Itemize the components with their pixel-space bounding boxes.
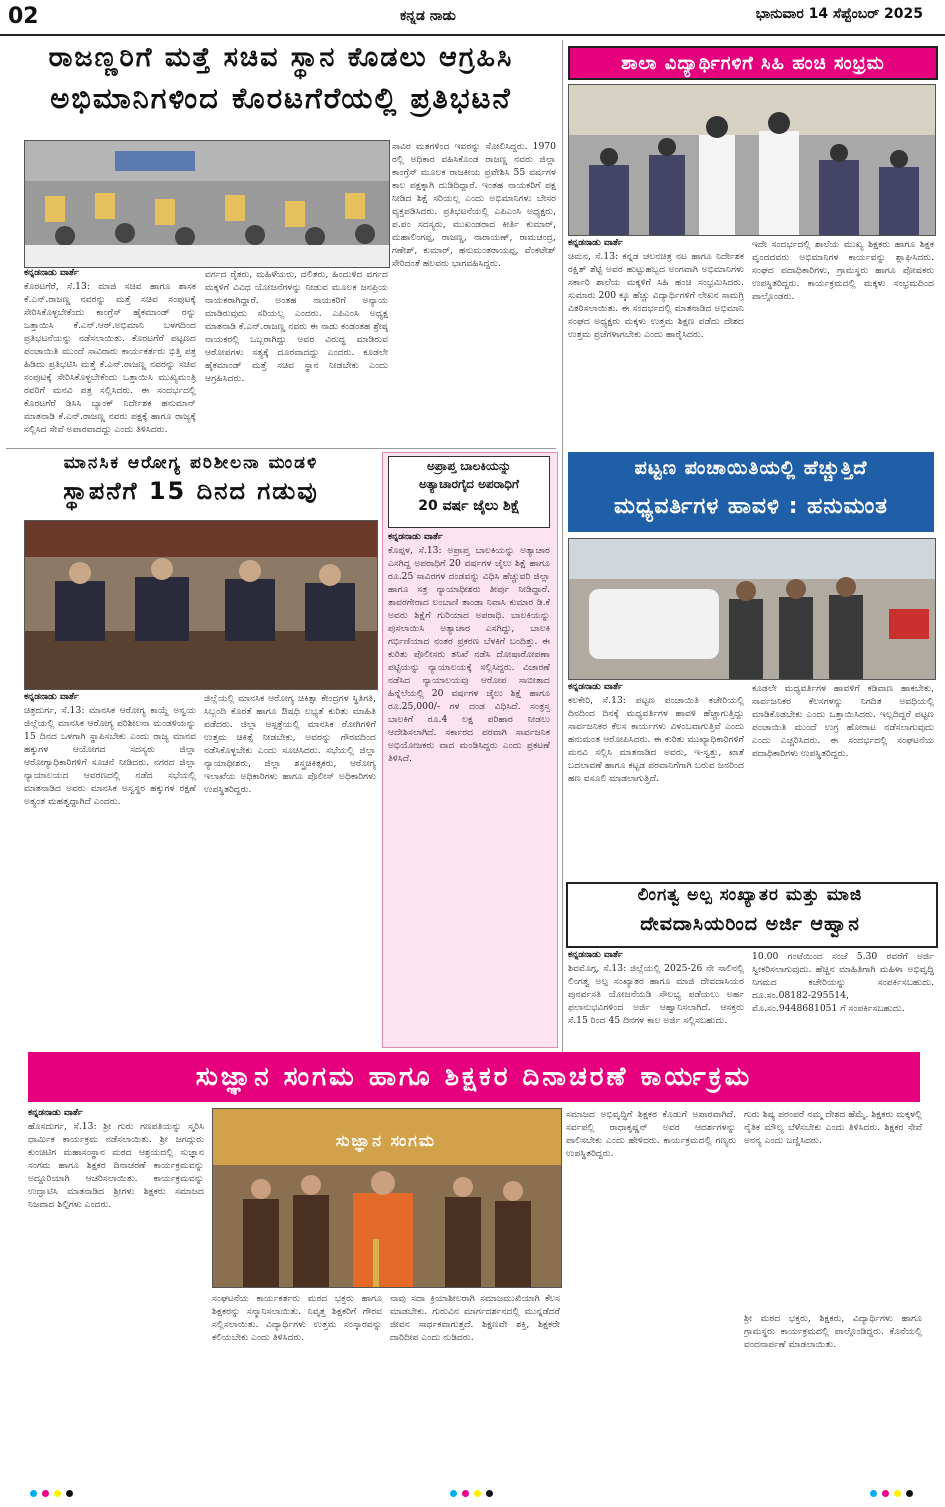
story4-headline-line1: ಅಪ್ರಾಪ್ತ ಬಾಲಕಿಯನ್ನು xyxy=(426,459,512,473)
column-divider xyxy=(562,40,563,1100)
story7-text-c: ನಾವು ಸದಾ ಕ್ರಿಯಾಶೀಲರಾಗಿ ಸಮಾಜಮುಖಿಯಾಗಿ ಕೆಲಸ ಮಾಡಬೇಕು. ಗುರುವಿನ ಮಾರ್ಗದರ್ಶನದಲ್ಲಿ ಮುನ್ನಡೆದರೆ ಜೀವನ ಸಾರ್ಥಕವಾಗುತ್ತದೆ. ಶಿಕ್ಷಣವೇ ಶಕ್ತಿ, ಶಿಕ್ಷಕರೇ ದಾರಿದೀಪ ಎಂದು ನುಡಿದರು. xyxy=(390,1293,560,1343)
story2-photo xyxy=(568,84,936,236)
story5-headline-line1: ಪಟ್ಟಣ ಪಂಚಾಯಿತಿಯಲ್ಲಿ ಹೆಚ್ಚುತ್ತಿದೆ xyxy=(634,457,868,479)
story5-text-b: ಕೂಡಲೇ ಮಧ್ಯವರ್ತಿಗಳ ಹಾವಳಿಗೆ ಕಡಿವಾಣ ಹಾಕಬೇಕು, ಸಾರ್ವಜನಿಕರ ಕೆಲಸಗಳನ್ನು ನಿಗದಿತ ಅವಧಿಯಲ್ಲಿ ಮಾಡಿಕೊಡಬೇಕು ಎಂದು ಒತ್ತಾಯಿಸಿದರು. ಇಲ್ಲದಿದ್ದರೆ ಪಟ್ಟಣ ಪಂಚಾಯಿತಿ ಮುಂದೆ ಉಗ್ರ ಹೋರಾಟ ನಡೆಸಲಾಗುವುದು ಎಂದು ಎಚ್ಚರಿಸಿದರು. ಈ ಸಂದರ್ಭದಲ್ಲಿ ಸಂಘಟನೆಯ ಪದಾಧಿಕಾರಿಗಳು ಉಪಸ್ಥಿತರಿದ್ದರು. xyxy=(752,683,934,759)
story1-text-a: ಕೊರಟಗೆರೆ, ಸೆ.13: ಮಾಜಿ ಸಚಿವ ಹಾಗೂ ಶಾಸಕ ಕೆ.ಎನ್.ರಾಜಣ್ಣ ನವರನ್ನು ಮತ್ತೆ ಸಚಿವ ಸಂಪುಟಕ್ಕೆ ಸೇರಿಸಿಕೊಳ್ಳಬೇಕೆಂದು ಕಾಂಗ್ರೆಸ್ ಹೈಕಮಾಂಡ್ ರನ್ನು ಒತ್ತಾಯಿಸಿ ಕೆ.ಎನ್.ಆರ್.ಅಭಿಮಾನಿ ಬಳಗದಿಂದ ಪ್ರತಿಭಟನೆಯನ್ನು ನಡೆಸಲಾಯಿತು. ಕೊರಟಗೆರೆ ಪಟ್ಟಣದ ಪಂಚಾಯಿತಿ ಮುಂದೆ ಸಾವಿರಾರು ಕಾರ್ಯಕರ್ತರು ಭಿತ್ತಿ ಪತ್ರ ಹಿಡಿದು ಪ್ರತಿಭಟಿಸಿ ಮತ್ತೆ ಕೆ.ಎನ್.ರಾಜಣ್ಣ ನವರನ್ನು ಸಚಿವ ಸಂಪುಟಕ್ಕೆ ಸೇರಿಸಿಕೊಳ್ಳಬೇಕೆಂದು ಒತ್ತಾಯಿಸಿ ಮುಖ್ಯಮಂತ್ರಿ ರವರಿಗೆ ಮನವಿ ಪತ್ರ ಸಲ್ಲಿಸಿದರು. ಈ ಸಂದರ್ಭದಲ್ಲಿ ಕೊರಟಗೆರೆ ಡಿಸಿಸಿ ಬ್ಯಾಂಕ್ ನಿರ್ದೇಶಕ ಹನುಮಾನ್ ಮಾತನಾಡಿ ಕೆ.ಎನ್.ರಾಜಣ್ಣ ನವರು ಪಕ್ಷಕ್ಕೆ ಹಾಗೂ ರಾಜ್ಯಕ್ಕೆ ಸಲ್ಲಿಸಿದ ಸೇವೆ ಅಪಾರವಾದದ್ದು ಎಂದು ತಿಳಿಸಿದರು. xyxy=(24,281,196,435)
story6-text-a: ಶಿವಮೊಗ್ಗ, ಸೆ.13: ಜಿಲ್ಲೆಯಲ್ಲಿ 2025-26 ನೇ ಸಾಲಿನಲ್ಲಿ ಲಿಂಗತ್ವ ಅಲ್ಪ ಸಂಖ್ಯಾತರ ಹಾಗೂ ಮಾಜಿ ದೇವದಾಸಿಯರ ಪುನರ್ವಸತಿ ಯೋಜನೆಯಡಿ ಸೌಲಭ್ಯ ಪಡೆಯಲು ಅರ್ಹ ಫಲಾನುಭವಿಗಳಿಂದ ಅರ್ಜಿ ಆಹ್ವಾನಿಸಲಾಗಿದೆ. ಆಸಕ್ತರು ಸೆ.15 ರಿಂದ 45 ದಿನಗಳ ಕಾಲ ಅರ್ಜಿ ಸಲ್ಲಿಸಬಹುದು. xyxy=(568,963,744,1026)
story7-credit: ಕನ್ನಡನಾಡು ವಾರ್ತೆ xyxy=(28,1108,83,1118)
story3-text-a: ಚಿತ್ರದುರ್ಗ, ಸೆ.13: ಮಾನಸಿಕ ಆರೋಗ್ಯ ಕಾಯ್ದೆ ಅನ್ವಯ ಜಿಲ್ಲೆಯಲ್ಲಿ ಮಾನಸಿಕ ಆರೋಗ್ಯ ಪರಿಶೀಲನಾ ಮಂಡಳಿಯನ್ನು 15 ದಿನದ ಒಳಗಾಗಿ ಸ್ಥಾಪಿಸಬೇಕು ಎಂದು ರಾಜ್ಯ ಮಾನವ ಹಕ್ಕುಗಳ ಆಯೋಗದ ಸದಸ್ಯರು ಜಿಲ್ಲಾ ಆರೋಗ್ಯಾಧಿಕಾರಿಗಳಿಗೆ ಸೂಚನೆ ನೀಡಿದರು. ನಗರದ ಜಿಲ್ಲಾ ನ್ಯಾಯಾಲಯದ ಆವರಣದಲ್ಲಿ ನಡೆದ ಸಭೆಯಲ್ಲಿ ಮಾತನಾಡಿದ ಅವರು ಮಾನಸಿಕ ಅಸ್ವಸ್ಥರ ಹಕ್ಕುಗಳ ರಕ್ಷಣೆ ಅತ್ಯಂತ ಮಹತ್ವದ್ದಾಗಿದೆ ಎಂದರು. xyxy=(24,705,196,807)
story1-text-b: ವರ್ಗದ ರೈತರು, ಮಹಿಳೆಯರು, ದಲಿತರು, ಹಿಂದುಳಿದ ವರ್ಗದ ಮಕ್ಕಳಿಗೆ ವಿವಿಧ ಯೋಜನೆಗಳನ್ನು ನೀಡುವ ಮೂಲಕ ಜನಪ್ರಿಯ ನಾಯಕರಾಗಿದ್ದಾರೆ. ಅಂತಹ ನಾಯಕರಿಗೆ ಅನ್ಯಾಯ ಮಾಡಿರುವುದು ಸರಿಯಲ್ಲ ಎಂದರು. ಎಪಿಎಂಸಿ ಅಧ್ಯಕ್ಷ ಮಾತನಾಡಿ ಕೆ.ಎನ್.ರಾಜಣ್ಣ ನವರು ಈ ನಾಡು ಕಂಡಂತಹ ಶ್ರೇಷ್ಠ ನಾಯಕರಲ್ಲಿ ಒಬ್ಬರಾಗಿದ್ದು ಅವರ ವಿರುದ್ಧ ಮಾಡಿರುವ ಆರೋಪಗಳು ಸತ್ಯಕ್ಕೆ ದೂರವಾದದ್ದು ಎಂದರು. ಕೂಡಲೇ ಹೈಕಮಾಂಡ್ ಮತ್ತೆ ಸಚಿವ ಸ್ಥಾನ ನೀಡಬೇಕು ಎಂದು ಆಗ್ರಹಿಸಿದರು. xyxy=(205,269,388,384)
story7-text-e: ಗುರು ಶಿಷ್ಯ ಪರಂಪರೆ ನಮ್ಮ ದೇಶದ ಹೆಮ್ಮೆ. ಶಿಕ್ಷಕರು ಮಕ್ಕಳಲ್ಲಿ ನೈತಿಕ ಮೌಲ್ಯ ಬೆಳೆಸಬೇಕು ಎಂದು ತಿಳಿಸಿದರು. ಶಿಕ್ಷಕರ ಸೇವೆ ಅನನ್ಯ ಎಂದು ಬಣ್ಣಿಸಿದರು. xyxy=(744,1109,922,1146)
story1-headline-line2: ಅಭಿಮಾನಿಗಳಿಂದ ಕೊರಟಗೆರೆಯಲ್ಲಿ ಪ್ರತಿಭಟನೆ xyxy=(50,81,512,115)
story6-text-b: 10.00 ಗಂಟೆಯಿಂದ ಸಂಜೆ 5.30 ರವರೆಗೆ ಅರ್ಜಿ ಸ್ವೀಕರಿಸಲಾಗುವುದು. ಹೆಚ್ಚಿನ ಮಾಹಿತಿಗಾಗಿ ಮಹಿಳಾ ಅಭಿವೃದ್ಧಿ ನಿಗಮದ ಕಚೇರಿಯನ್ನು ಸಂಪರ್ಕಿಸಬಹುದು. ದೂ.ಸಂ.08182-295514, ಮೊ.ಸಂ.9448681051 ಗೆ ಸಂಪರ್ಕಿಸಬಹುದು. xyxy=(752,951,934,1014)
meeting-image xyxy=(25,521,377,689)
story6-headline-line1: ಲಿಂಗತ್ವ ಅಲ್ಪ ಸಂಖ್ಯಾತರ ಮತ್ತು ಮಾಜಿ xyxy=(637,885,863,905)
story7-text-b: ಸಂಘಟನೆಯ ಕಾರ್ಯಕರ್ತರು ಮಠದ ಭಕ್ತರು ಹಾಗೂ ಶಿಕ್ಷಕರನ್ನು ಸನ್ಮಾನಿಸಲಾಯಿತು. ನಿವೃತ್ತ ಶಿಕ್ಷಕರಿಗೆ ಗೌರವ ಸಲ್ಲಿಸಲಾಯಿತು. ವಿದ್ಯಾರ್ಥಿಗಳು ಉತ್ತಮ ಸಂಸ್ಕಾರವನ್ನು ಕಲಿಯಬೇಕು ಎಂದು ತಿಳಿಸಿದರು. xyxy=(212,1293,382,1343)
story7-text-f: ಶ್ರೀ ಮಠದ ಭಕ್ತರು, ಶಿಕ್ಷಕರು, ವಿದ್ಯಾರ್ಥಿಗಳು ಹಾಗೂ ಗ್ರಾಮಸ್ಥರು ಕಾರ್ಯಕ್ರಮದಲ್ಲಿ ಪಾಲ್ಗೊಂಡಿದ್ದರು. ಕೊನೆಯಲ್ಲಿ ವಂದನಾರ್ಪಣೆ ಮಾಡಲಾಯಿತು. xyxy=(744,1313,922,1350)
story1-headline-line1: ರಾಜಣ್ಣರಿಗೆ ಮತ್ತೆ ಸಚಿವ ಸ್ಥಾನ ಕೊಡಲು ಆಗ್ರಹಿಸಿ xyxy=(48,42,514,73)
classroom-image xyxy=(569,85,935,235)
story2-credit: ಕನ್ನಡನಾಡು ವಾರ್ತೆ xyxy=(568,238,623,248)
story5-text-a: ಕಲಕೇರಿ, ಸೆ.13: ಪಟ್ಟಣ ಪಂಚಾಯಿತಿ ಕಚೇರಿಯಲ್ಲಿ ದಿನದಿಂದ ದಿನಕ್ಕೆ ಮಧ್ಯವರ್ತಿಗಳ ಹಾವಳಿ ಹೆಚ್ಚಾಗುತ್ತಿದ್ದು ಸಾರ್ವಜನಿಕರ ಕೆಲಸ ಕಾರ್ಯಗಳು ವಿಳಂಬವಾಗುತ್ತಿವೆ ಎಂದು ಹನುಮಂತ ಆರೋಪಿಸಿದರು. ಈ ಕುರಿತು ಮುಖ್ಯಾಧಿಕಾರಿಗಳಿಗೆ ಮನವಿ ಸಲ್ಲಿಸಿ ಮಾತನಾಡಿದ ಅವರು, ಇ-ಸ್ವತ್ತು, ಖಾತೆ ಬದಲಾವಣೆ ಹಾಗೂ ಕಟ್ಟಡ ಪರವಾನಿಗೆಗಾಗಿ ಬರುವ ಜನರಿಂದ ಹಣ ವಸೂಲಿ ಮಾಡಲಾಗುತ್ತಿದೆ. xyxy=(568,695,744,784)
story4-credit: ಕನ್ನಡನಾಡು ವಾರ್ತೆ xyxy=(388,532,443,542)
header-rule xyxy=(0,34,945,36)
story5-photo xyxy=(568,538,936,680)
issue-date: ಭಾನುವಾರ 14 ಸೆಪ್ಟೆಂಬರ್ 2025 xyxy=(755,6,923,22)
memorandum-image xyxy=(569,539,935,679)
registration-marks-center xyxy=(450,1490,493,1497)
protest-crowd-image xyxy=(25,141,389,267)
registration-marks-left xyxy=(30,1490,73,1497)
story6-headline-line2: ದೇವದಾಸಿಯರಿಂದ ಅರ್ಜಿ ಆಹ್ವಾನ xyxy=(640,913,860,935)
registration-marks-right xyxy=(870,1490,913,1497)
story2-headline: ಶಾಲಾ ವಿದ್ಯಾರ್ಥಿಗಳಿಗೆ ಸಿಹಿ ಹಂಚಿ ಸಂಭ್ರಮ xyxy=(568,46,938,80)
story7-photo-banner: ಸುಜ್ಞಾನ ಸಂಗಮ xyxy=(335,1131,437,1150)
story7-text-d: ಸಮಾಜದ ಅಭಿವೃದ್ಧಿಗೆ ಶಿಕ್ಷಕರ ಕೊಡುಗೆ ಅಪಾರವಾಗಿದೆ. ಸರ್ವಪಲ್ಲಿ ರಾಧಾಕೃಷ್ಣನ್ ಅವರ ಆದರ್ಶಗಳನ್ನು ಪಾಲಿಸಬೇಕು ಎಂದು ಹೇಳಿದರು. ಕಾರ್ಯಕ್ರಮದಲ್ಲಿ ಗಣ್ಯರು ಉಪಸ್ಥಿತರಿದ್ದರು. xyxy=(566,1109,736,1159)
story3-credit: ಕನ್ನಡನಾಡು ವಾರ್ತೆ xyxy=(24,692,79,702)
story4-headline-line3: 20 ವರ್ಷ ಜೈಲು ಶಿಕ್ಷೆ xyxy=(418,498,520,514)
story3-headline-line2: ಸ್ಥಾಪನೆಗೆ 15 ದಿನದ ಗಡುವು xyxy=(63,477,319,505)
story3-headline-line1: ಮಾನಸಿಕ ಆರೋಗ್ಯ ಪರಿಶೀಲನಾ ಮಂಡಳಿ xyxy=(63,453,319,473)
story1-photo xyxy=(24,140,390,268)
story3-text-b: ಜಿಲ್ಲೆಯಲ್ಲಿ ಮಾನಸಿಕ ಆರೋಗ್ಯ ಚಿಕಿತ್ಸಾ ಕೇಂದ್ರಗಳ ಸ್ಥಿತಿಗತಿ, ಸಿಬ್ಬಂದಿ ಕೊರತೆ ಹಾಗೂ ಔಷಧಿ ಲಭ್ಯತೆ ಕುರಿತು ಮಾಹಿತಿ ಪಡೆದರು. ಜಿಲ್ಲಾ ಆಸ್ಪತ್ರೆಯಲ್ಲಿ ಮಾನಸಿಕ ರೋಗಿಗಳಿಗೆ ಉತ್ತಮ ಚಿಕಿತ್ಸೆ ನೀಡಬೇಕು, ಅವರನ್ನು ಗೌರವದಿಂದ ನಡೆಸಿಕೊಳ್ಳಬೇಕು ಎಂದು ಸೂಚಿಸಿದರು. ಸಭೆಯಲ್ಲಿ ಜಿಲ್ಲಾ ನ್ಯಾಯಾಧೀಶರು, ಜಿಲ್ಲಾ ಶಸ್ತ್ರಚಿಕಿತ್ಸಕರು, ಆರೋಗ್ಯ ಇಲಾಖೆಯ ಅಧಿಕಾರಿಗಳು ಹಾಗೂ ಪೊಲೀಸ್ ಅಧಿಕಾರಿಗಳು ಉಪಸ್ಥಿತರಿದ್ದರು. xyxy=(204,693,376,795)
story4-text: ಕೊಪ್ಪಳ, ಸೆ.13: ಅಪ್ರಾಪ್ತ ಬಾಲಕಿಯನ್ನು ಅತ್ಯಾಚಾರ ಎಸಗಿದ್ದ ಅಪರಾಧಿಗೆ 20 ವರ್ಷಗಳ ಜೈಲು ಶಿಕ್ಷೆ ಹಾಗೂ ರೂ.25 ಸಾವಿರಗಳ ದಂಡವನ್ನು ವಿಧಿಸಿ ಹೆಚ್ಚುವರಿ ಜಿಲ್ಲಾ ಹಾಗೂ ಸತ್ರ ನ್ಯಾಯಾಧೀಶರು ತೀರ್ಪು ನೀಡಿದ್ದಾರೆ. ತಾವರಗೇರಾದ ಲಂಬಾಣಿ ತಾಂಡಾ ನಿವಾಸಿ ಕುಮಾರ ಡಿ.ಕೆ ಅವರು ಶಿಕ್ಷೆಗೆ ಗುರಿಯಾದ ಅಪರಾಧಿ. ಬಾಲಕಿಯನ್ನು ಪುಸಲಾಯಿಸಿ ಅತ್ಯಾಚಾರ ಎಸಗಿದ್ದು, ಬಾಲಕಿ ಗರ್ಭಿಣಿಯಾದ ನಂತರ ಪ್ರಕರಣ ಬೆಳಕಿಗೆ ಬಂದಿತ್ತು. ಈ ಕುರಿತು ಪೊಲೀಸರು ತನಿಖೆ ನಡೆಸಿ ದೋಷಾರೋಪಣಾ ಪಟ್ಟಿಯನ್ನು ನ್ಯಾಯಾಲಯಕ್ಕೆ ಸಲ್ಲಿಸಿದ್ದರು. ವಿಚಾರಣೆ ನಡೆಸಿದ ನ್ಯಾಯಾಲಯವು ಆರೋಪ ಸಾಬೀತಾದ ಹಿನ್ನೆಲೆಯಲ್ಲಿ 20 ವರ್ಷಗಳ ಜೈಲು ಶಿಕ್ಷೆ ಹಾಗೂ ರೂ.25,000/- ಗಳ ದಂಡ ವಿಧಿಸಿದೆ. ಸಂತ್ರಸ್ತ ಬಾಲಕಿಗೆ ರೂ.4 ಲಕ್ಷ ಪರಿಹಾರ ನೀಡಲು ಆದೇಶಿಸಲಾಗಿದೆ. ಸರ್ಕಾರದ ಪರವಾಗಿ ಸಾರ್ವಜನಿಕ ಅಭಿಯೋಜಕರು ವಾದ ಮಂಡಿಸಿದ್ದರು ಎಂದು ಪ್ರಕಟಣೆ ತಿಳಿಸಿದೆ. xyxy=(388,545,550,764)
story5-credit: ಕನ್ನಡನಾಡು ವಾರ್ತೆ xyxy=(568,682,623,692)
story6-credit: ಕನ್ನಡನಾಡು ವಾರ್ತೆ xyxy=(568,950,623,960)
masthead: ಕನ್ನಡ ನಾಡು xyxy=(400,8,456,24)
section-divider xyxy=(6,448,556,449)
page-number: 02 xyxy=(8,4,39,29)
story2-text-a: ಚಿಮನ, ಸೆ.13: ಕನ್ನಡ ಚಲನಚಿತ್ರ ನಟ ಹಾಗೂ ನಿರ್ದೇಶಕ ರಕ್ಷಿತ್ ಶೆಟ್ಟಿ ಅವರ ಹುಟ್ಟುಹಬ್ಬದ ಅಂಗವಾಗಿ ಅಭಿಮಾನಿಗಳು ಸರ್ಕಾರಿ ಶಾಲೆಯ ಮಕ್ಕಳಿಗೆ ಸಿಹಿ ಹಂಚಿ ಸಂಭ್ರಮಿಸಿದರು. ಸುಮಾರು 200 ಕ್ಕೂ ಹೆಚ್ಚು ವಿದ್ಯಾರ್ಥಿಗಳಿಗೆ ಲೇಖನ ಸಾಮಗ್ರಿ ವಿತರಿಸಲಾಯಿತು. ಈ ಸಂದರ್ಭದಲ್ಲಿ ಮಾತನಾಡಿದ ಅಭಿಮಾನಿ ಸಂಘದ ಅಧ್ಯಕ್ಷರು ಮಕ್ಕಳು ಉತ್ತಮ ಶಿಕ್ಷಣ ಪಡೆದು ದೇಶದ ಉತ್ತಮ ಪ್ರಜೆಗಳಾಗಬೇಕು ಎಂದು ಹಾರೈಸಿದರು. xyxy=(568,251,744,340)
story2-text-b: ಇದೇ ಸಂದರ್ಭದಲ್ಲಿ ಶಾಲೆಯ ಮುಖ್ಯ ಶಿಕ್ಷಕರು ಹಾಗೂ ಶಿಕ್ಷಕ ವೃಂದದವರು ಅಭಿಮಾನಿಗಳ ಕಾರ್ಯವನ್ನು ಶ್ಲಾಘಿಸಿದರು. ಸಂಘದ ಪದಾಧಿಕಾರಿಗಳು, ಗ್ರಾಮಸ್ಥರು ಹಾಗೂ ಪೋಷಕರು ಉಪಸ್ಥಿತರಿದ್ದರು. ಕಾರ್ಯಕ್ರಮದಲ್ಲಿ ಮಕ್ಕಳು ಸಂಭ್ರಮದಿಂದ ಪಾಲ್ಗೊಂಡರು. xyxy=(752,239,934,302)
story7-text-a: ಹೊಸದುರ್ಗ, ಸೆ.13: ಶ್ರೀ ಗುರು ಗಣಪತಿಯನ್ನು ಸ್ಮರಿಸಿ ಧಾರ್ಮಿಕ ಕಾರ್ಯಕ್ರಮ ನಡೆಸಲಾಯಿತು. ಶ್ರೀ ಜಗದ್ಗುರು ಕುಂಚಿಟಿಗ ಮಹಾಸಂಸ್ಥಾನ ಮಠದ ಆಶ್ರಯದಲ್ಲಿ ಸುಜ್ಞಾನ ಸಂಗಮ ಹಾಗೂ ಶಿಕ್ಷಕರ ದಿನಾಚರಣೆ ಕಾರ್ಯಕ್ರಮವನ್ನು ಅದ್ದೂರಿಯಾಗಿ ಆಚರಿಸಲಾಯಿತು. ಕಾರ್ಯಕ್ರಮವನ್ನು ಉದ್ಘಾಟಿಸಿ ಮಾತನಾಡಿದ ಶ್ರೀಗಳು ಶಿಕ್ಷಕರು ಸಮಾಜದ ನಿಜವಾದ ಶಿಲ್ಪಿಗಳು ಎಂದರು. xyxy=(28,1121,204,1210)
story7-headline: ಸುಜ್ಞಾನ ಸಂಗಮ ಹಾಗೂ ಶಿಕ್ಷಕರ ದಿನಾಚರಣೆ ಕಾರ್ಯಕ್ರಮ xyxy=(28,1052,920,1102)
story4-headline-line2: ಅತ್ಯಾಚಾರಗೈದ ಅಪರಾಧಿಗೆ xyxy=(419,477,519,491)
story3-photo xyxy=(24,520,378,690)
story1-credit: ಕನ್ನಡನಾಡು ವಾರ್ತೆ xyxy=(24,268,79,278)
story5-headline-line2: ಮಧ್ಯವರ್ತಿಗಳ ಹಾವಳಿ : ಹನುಮಂತ xyxy=(614,494,888,519)
story1-text-c: ಸಾವಿರ ಮತಗಳಿಂದ ಇವರನ್ನು ಸೋಲಿಸಿದ್ದರು. 1970 ರಲ್ಲಿ ಅಧಿಕಾರ ವಹಿಸಿಕೊಂಡ ರಾಜಣ್ಣ ನವರು ಜಿಲ್ಲಾ ಕಾಂಗ್ರೆಸ್ ಮೂಲಕ ರಾಜಕೀಯ ಪ್ರವೇಶಿಸಿ 55 ವರ್ಷಗಳ ಕಾಲ ಪಕ್ಷಕ್ಕಾಗಿ ದುಡಿದಿದ್ದಾರೆ. ಇಂತಹ ನಾಯಕರಿಗೆ ಪಕ್ಷ ನೀಡಿದ ಶಿಕ್ಷೆ ಸರಿಯಲ್ಲ ಎಂದು ಅಭಿಮಾನಿಗಳು ಬೇಸರ ವ್ಯಕ್ತಪಡಿಸಿದರು. ಪ್ರತಿಭಟನೆಯಲ್ಲಿ ಎಪಿಎಂಸಿ ಅಧ್ಯಕ್ಷರು, ಪ.ಪಂ ಸದಸ್ಯರು, ಮುಖಂಡರಾದ ಕೀರ್ತಿ ಕುಮಾರ್, ಮಹಾಲಿಂಗಪ್ಪ, ರಾಜಣ್ಣ, ನಾರಾಯಣ್, ರಾಮಚಂದ್ರ, ಗಣೇಶ್, ಕುಮಾರ್, ಹನುಮಂತರಾಯಪ್ಪ, ವೆಂಕಟೇಶ್ ಸೇರಿದಂತೆ ಹಲವರು ಭಾಗವಹಿಸಿದ್ದರು. xyxy=(392,141,556,269)
